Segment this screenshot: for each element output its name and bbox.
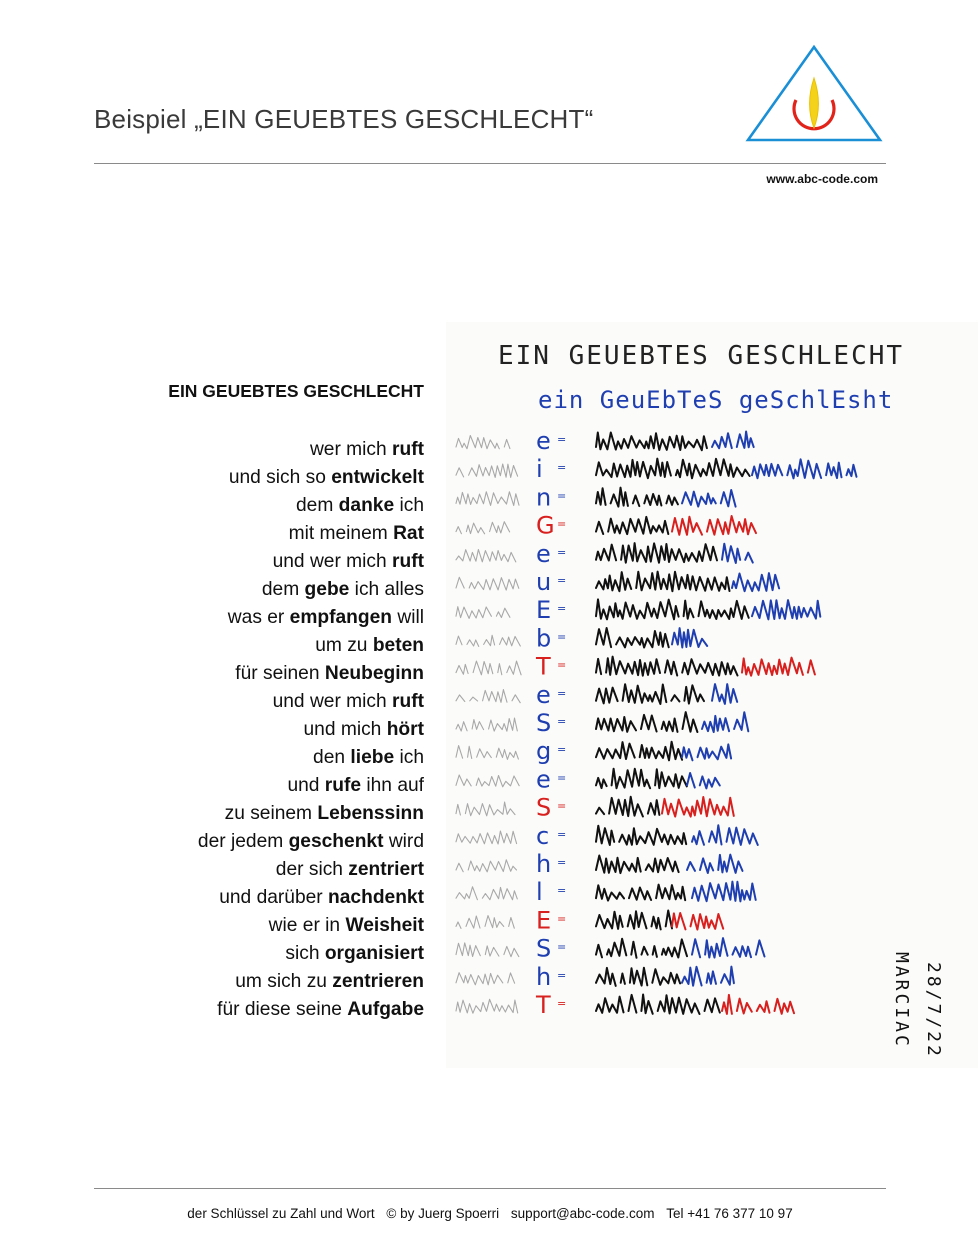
- manuscript-letter: E: [536, 906, 552, 935]
- poem-line: [100, 940, 424, 968]
- handwriting-stroke: [752, 459, 857, 478]
- handwriting-stroke: [687, 773, 720, 788]
- poem: [100, 381, 424, 1024]
- poem-line: [100, 436, 424, 464]
- footer-email[interactable]: support@abc-code.com: [510, 1206, 655, 1221]
- equals-mark: =: [557, 743, 567, 757]
- manuscript-letter: S: [536, 709, 552, 737]
- handwriting-stroke: [596, 488, 678, 507]
- footer-copyright: © by Juerg Spoerri: [386, 1206, 500, 1221]
- poem-keyword: rufe: [324, 775, 362, 796]
- handwriting-stroke: [722, 544, 753, 563]
- handwriting-stroke: [456, 635, 520, 646]
- poem-line: [100, 912, 424, 940]
- poem-line-text: und mich: [303, 719, 387, 740]
- handwriting-stroke: [596, 742, 682, 761]
- poem-line: [100, 492, 424, 520]
- equals-mark: =: [557, 517, 567, 531]
- handwriting-stroke: [456, 522, 515, 534]
- handwriting-stroke: [456, 690, 520, 703]
- equals-mark: =: [557, 489, 567, 503]
- poem-line: [100, 604, 424, 632]
- poem-line-text: und darüber: [219, 887, 329, 908]
- poem-line: [100, 800, 424, 828]
- poem-line-text: und: [287, 775, 325, 796]
- manuscript-letter: e: [536, 765, 551, 794]
- equals-mark: =: [557, 827, 567, 841]
- handwriting-stroke: [456, 887, 517, 900]
- manuscript-letter: T: [536, 652, 551, 681]
- manuscript-letter: T: [536, 991, 551, 1019]
- manuscript-letter: e: [536, 539, 551, 568]
- poem-line: [100, 660, 424, 688]
- manuscript-letter: S: [536, 934, 552, 963]
- equals-mark: =: [557, 799, 567, 813]
- footer-divider: [94, 1188, 886, 1189]
- poem-line-text: der sich: [275, 859, 349, 880]
- header-divider: [94, 163, 886, 164]
- handwriting-stroke: [456, 436, 515, 449]
- handwriting-stroke: [692, 825, 763, 845]
- handwriting-stroke: [596, 599, 754, 619]
- poem-line-text: wird: [383, 831, 424, 852]
- manuscript-subheading: ein GeuEbTeS geSchlEsht: [538, 386, 894, 414]
- manuscript-letter: b: [536, 624, 552, 653]
- equals-mark: =: [557, 912, 567, 926]
- handwriting-stroke: [732, 573, 779, 591]
- poem-line: [100, 772, 424, 800]
- poem-line-text: dem: [261, 579, 305, 600]
- equals-mark: =: [557, 968, 567, 982]
- poem-line: [100, 744, 424, 772]
- poem-line-text: ich alles: [349, 579, 424, 600]
- poem-line-text: ihn auf: [361, 775, 424, 796]
- equals-mark: =: [557, 771, 567, 785]
- poem-line: [100, 716, 424, 744]
- equals-mark: =: [557, 630, 567, 644]
- poem-keyword: ruft: [392, 551, 424, 572]
- poem-line-text: mit meinem: [288, 523, 394, 544]
- poem-keyword: Aufgabe: [347, 999, 424, 1020]
- manuscript-letter: i: [536, 455, 543, 484]
- handwriting-stroke: [672, 516, 761, 535]
- poem-line-text: sich: [285, 943, 325, 964]
- poem-keyword: Rat: [393, 523, 424, 544]
- handwriting-stroke: [456, 973, 515, 985]
- equals-mark: =: [557, 997, 567, 1010]
- manuscript-heading: EIN GEUEBTES GESCHLECHT: [498, 341, 905, 371]
- poem-line: [100, 520, 424, 548]
- equals-mark: =: [557, 461, 567, 475]
- handwriting-stroke: [712, 432, 754, 449]
- poem-line: [100, 576, 424, 604]
- handwriting-stroke: [456, 550, 516, 562]
- equals-mark: =: [557, 686, 567, 700]
- manuscript-letter: h: [536, 962, 552, 991]
- poem-keyword: danke: [338, 495, 395, 516]
- poem-keyword: Lebenssinn: [317, 803, 424, 824]
- poem-keyword: nachdenkt: [328, 887, 424, 908]
- handwriting-stroke: [682, 490, 741, 507]
- poem-keyword: gebe: [304, 579, 350, 600]
- handwriting-stroke: [456, 775, 519, 787]
- footer-phone: Tel +41 76 377 10 97: [666, 1206, 793, 1221]
- poem-line-text: für seinen: [235, 663, 325, 684]
- handwriting-stroke: [456, 492, 519, 506]
- manuscript-letter: c: [536, 821, 550, 850]
- handwriting-stroke: [596, 797, 659, 817]
- handwriting-stroke: [456, 831, 517, 844]
- poem-line-text: will: [392, 607, 424, 628]
- handwriting-stroke: [596, 968, 680, 986]
- handwriting-stroke: [596, 885, 690, 901]
- handwriting-stroke: [712, 684, 742, 704]
- manuscript-date: 28/7/22: [923, 962, 944, 1059]
- handwriting-stroke: [742, 658, 815, 676]
- manuscript-letter: E: [536, 596, 552, 625]
- manuscript-signature: MARCIAC: [891, 952, 912, 1049]
- poem-keyword: Neubeginn: [324, 663, 424, 684]
- handwriting-stroke: [596, 939, 687, 958]
- poem-line: [100, 828, 424, 856]
- handwriting-stroke: [596, 628, 674, 648]
- handwriting-stroke: [456, 577, 519, 590]
- poem-keyword: liebe: [350, 747, 395, 768]
- manuscript-letter: G: [536, 511, 555, 540]
- handwriting-stroke: [596, 995, 720, 1015]
- page-title: Beispiel „EIN GEUEBTES GESCHLECHT“: [94, 104, 594, 134]
- manuscript-letter: u: [536, 568, 552, 596]
- handwriting-stroke: [596, 712, 697, 732]
- poem-line: [100, 996, 424, 1024]
- logo-icon: [744, 44, 884, 144]
- manuscript-letter: S: [536, 793, 552, 822]
- footer: [0, 1206, 980, 1221]
- handwriting-stroke: [692, 882, 756, 902]
- poem-keyword: organisiert: [324, 943, 424, 964]
- handwriting-stroke: [596, 769, 687, 789]
- poem-line-text: dem: [296, 495, 339, 516]
- handwriting-stroke: [456, 860, 517, 872]
- handwriting-stroke: [456, 999, 518, 1013]
- poem-keyword: empfangen: [289, 607, 393, 628]
- handwriting-stroke: [456, 943, 519, 957]
- manuscript-letter: n: [536, 483, 552, 512]
- equals-mark: =: [557, 574, 567, 587]
- handwriting-stroke: [596, 826, 686, 845]
- manuscript-letter: h: [536, 850, 552, 878]
- poem-line-text: wie er in: [268, 915, 346, 936]
- poem-line: [100, 968, 424, 996]
- handwriting-stroke: [456, 746, 518, 760]
- equals-mark: =: [557, 545, 567, 559]
- equals-mark: =: [557, 433, 567, 446]
- handwriting-stroke: [456, 718, 517, 731]
- poem-line-text: um zu: [315, 635, 373, 656]
- handwriting-stroke: [596, 856, 684, 874]
- handwriting-stroke: [456, 802, 515, 816]
- poem-keyword: ruft: [392, 691, 424, 712]
- handwriting-stroke: [672, 628, 707, 647]
- manuscript-letter: l: [536, 878, 543, 907]
- poem-line-text: den: [313, 747, 351, 768]
- handwriting-stroke: [596, 543, 717, 563]
- poem-line-text: für diese seine: [217, 999, 348, 1020]
- poem-line-text: um sich zu: [235, 971, 333, 992]
- manuscript-letter: g: [536, 737, 552, 766]
- poem-line-text: und sich so: [228, 467, 332, 488]
- poem-line-text: und wer mich: [272, 551, 393, 572]
- handwriting-stroke: [596, 433, 707, 451]
- poem-line: [100, 856, 424, 884]
- equals-mark: =: [557, 715, 567, 728]
- poem-line: [100, 464, 424, 492]
- poem-lines: [100, 436, 424, 1024]
- handwriting-stroke: [596, 911, 672, 930]
- poem-line-text: zu seinem: [224, 803, 318, 824]
- handwriting-stroke: [456, 607, 515, 619]
- poem-line-text: ich: [394, 747, 424, 768]
- equals-mark: =: [557, 940, 567, 954]
- handwriting-stroke: [702, 712, 748, 732]
- poem-keyword: zentriert: [348, 859, 424, 880]
- handwriting-stroke: [596, 684, 709, 704]
- poem-keyword: ruft: [392, 439, 424, 460]
- poem-line: [100, 688, 424, 716]
- poem-line-text: ich: [394, 495, 424, 516]
- manuscript-letter: e: [536, 680, 551, 709]
- poem-line: [100, 884, 424, 912]
- website-url[interactable]: www.abc-code.com: [766, 172, 878, 186]
- handwriting-stroke: [722, 995, 794, 1014]
- handwriting-stroke: [456, 916, 514, 929]
- handwriting-stroke: [662, 797, 734, 817]
- equals-mark: =: [557, 658, 567, 672]
- equals-mark: =: [557, 884, 567, 898]
- handwriting-stroke: [596, 459, 750, 479]
- handwriting-stroke: [596, 657, 738, 676]
- handwriting-stroke: [456, 661, 521, 675]
- poem-keyword: Weisheit: [345, 915, 424, 936]
- poem-keyword: entwickelt: [331, 467, 424, 488]
- poem-line: [100, 632, 424, 660]
- handwriting-stroke: [692, 938, 770, 958]
- footer-tagline: der Schlüssel zu Zahl und Wort: [187, 1206, 375, 1221]
- poem-keyword: beten: [372, 635, 424, 656]
- equals-mark: =: [557, 602, 567, 616]
- poem-keyword: geschenkt: [288, 831, 384, 852]
- poem-line-text: und wer mich: [272, 691, 393, 712]
- handwriting-stroke: [752, 600, 825, 619]
- poem-keyword: zentrieren: [332, 971, 424, 992]
- poem-line-text: wer mich: [309, 439, 393, 460]
- handwriting-stroke: [687, 855, 743, 873]
- handwriting-stroke: [682, 744, 731, 760]
- handwriting-stroke: [596, 572, 730, 592]
- handwriting-stroke: [456, 464, 518, 477]
- handwriting-stroke: [672, 913, 723, 930]
- handwritten-manuscript: [446, 322, 978, 1068]
- equals-mark: =: [557, 856, 567, 869]
- handwriting-stroke: [682, 967, 739, 986]
- handwriting-stroke: [596, 517, 668, 534]
- manuscript-letter: e: [536, 427, 551, 455]
- poem-keyword: hört: [386, 719, 424, 740]
- poem-line-text: was er: [227, 607, 290, 628]
- poem-line: [100, 548, 424, 576]
- poem-line-text: der jedem: [197, 831, 289, 852]
- poem-title: EIN GEUEBTES GESCHLECHT: [168, 381, 424, 401]
